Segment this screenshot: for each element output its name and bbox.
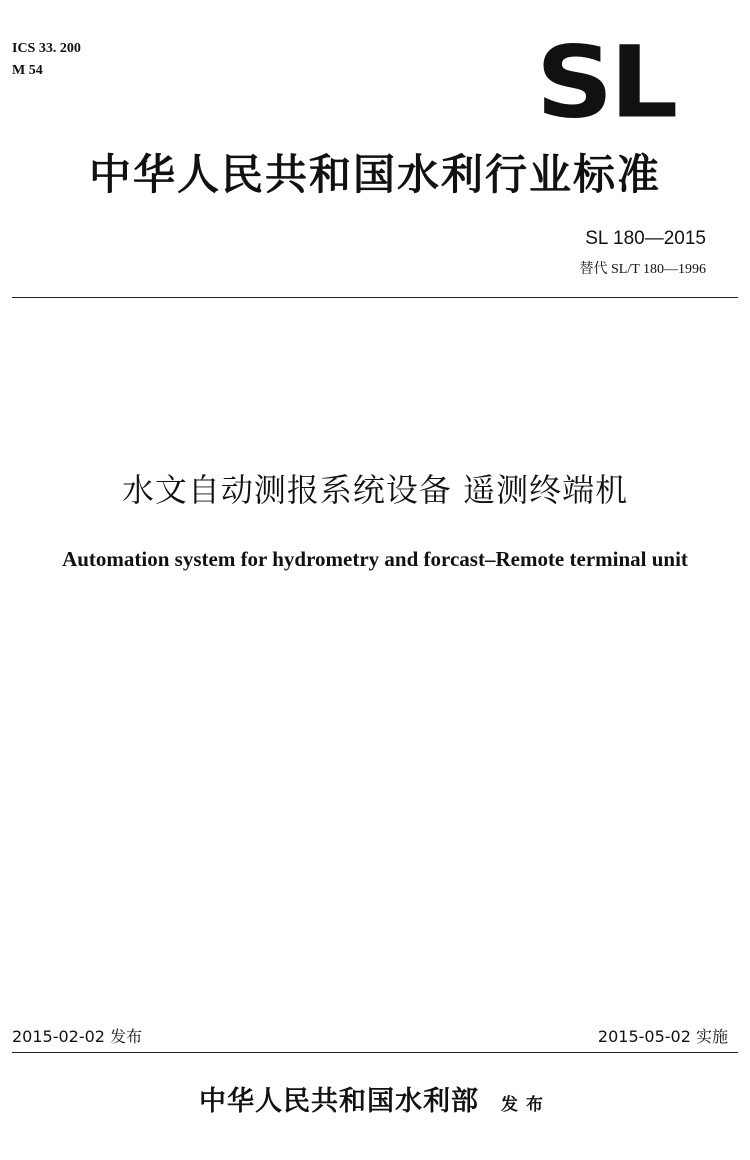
publish-label: 发布 xyxy=(501,1095,551,1115)
header-divider xyxy=(12,297,738,298)
sl-logo xyxy=(510,30,700,130)
document-title-english: Automation system for hydrometry and forcast–Remote terminal unit xyxy=(62,547,688,571)
standard-number: SL 180—2015 xyxy=(585,228,706,249)
footer-divider xyxy=(12,1052,738,1053)
document-title-chinese: 水文自动测报系统设备 遥测终端机 xyxy=(121,471,629,509)
ics-code: ICS 33. 200 xyxy=(12,41,81,56)
effective-date: 2015-05-02 实施 xyxy=(597,1027,728,1046)
issue-date: 2015-02-02 发布 xyxy=(12,1027,143,1046)
classification-codes xyxy=(12,38,81,82)
industry-standard-title: 中华人民共和国水利行业标准 xyxy=(88,150,661,199)
sl-logo-text: SL xyxy=(535,30,675,130)
ccs-code: M 54 xyxy=(12,63,43,78)
replaces-standard: 替代 SL/T 180—1996 xyxy=(579,262,706,277)
publisher-name: 中华人民共和国水利部 xyxy=(199,1086,479,1117)
publisher-line xyxy=(0,1082,750,1125)
